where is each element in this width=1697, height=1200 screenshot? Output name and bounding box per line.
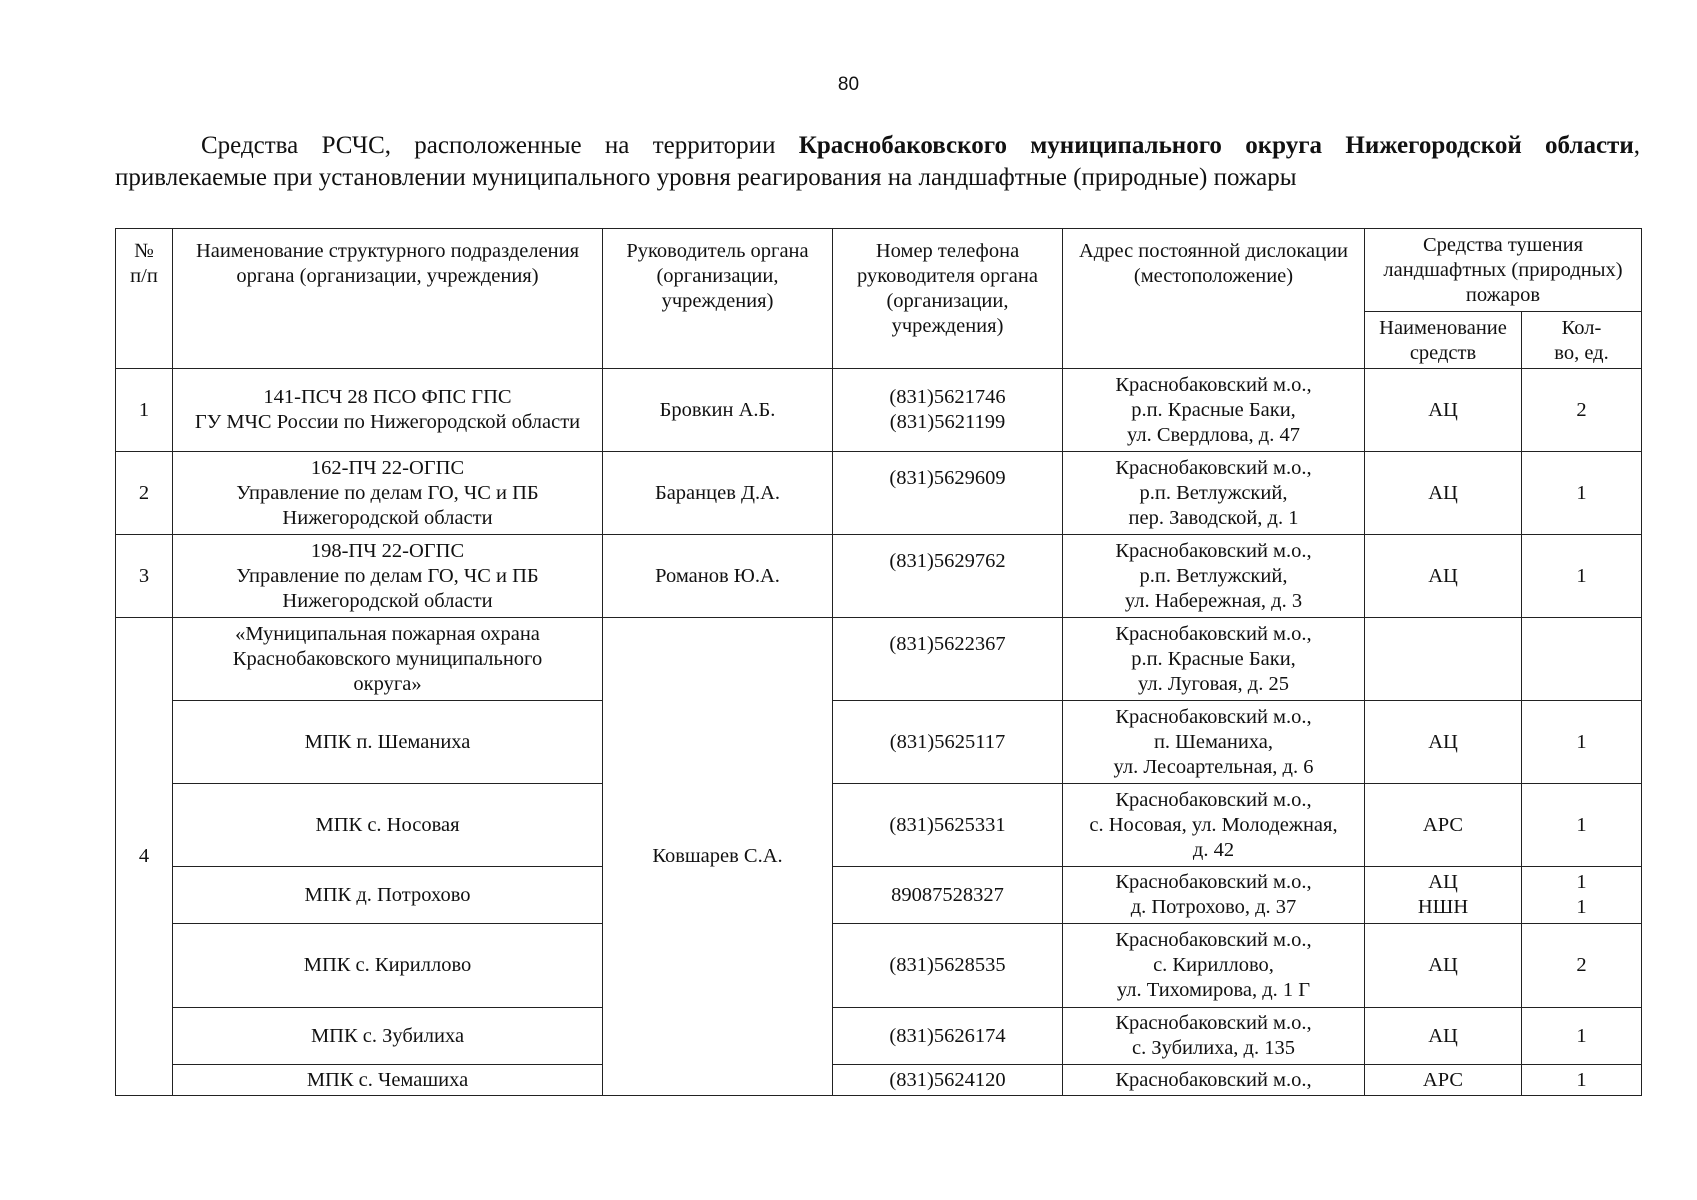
row-name: МПК с. Зубилиха	[173, 1008, 603, 1065]
table-row	[116, 1008, 1642, 1065]
row-phone: 89087528327	[833, 867, 1063, 924]
table-row	[116, 535, 1642, 618]
row-count: 1	[1522, 701, 1642, 784]
row-head: Романов Ю.А.	[603, 535, 833, 618]
header-means: Средства тушения ландшафтных (природных) пожаров	[1365, 229, 1642, 312]
row-phone: (831)5622367	[833, 618, 1063, 701]
row-count: 1	[1522, 1065, 1642, 1096]
row-means: АЦ	[1365, 924, 1522, 1008]
group4-num: 4	[116, 618, 173, 1096]
row-address: Краснобаковский м.о., с. Зубилиха, д. 135	[1063, 1008, 1365, 1065]
title-bold-part: Краснобаковского муниципального округа Нижегородской области	[798, 132, 1634, 159]
row-means: АРС	[1365, 1065, 1522, 1096]
row-count: 2	[1522, 369, 1642, 452]
table-row	[116, 924, 1642, 1008]
row-phone: (831)5625117	[833, 701, 1063, 784]
header-means-count: Кол- во, ед.	[1522, 312, 1642, 369]
row-phone: (831)5625331	[833, 784, 1063, 867]
row-num: 1	[116, 369, 173, 452]
row-phone: (831)5629609	[833, 452, 1063, 535]
header-name: Наименование структурного подразделения органа (организации, учреждения)	[173, 229, 603, 369]
row-count: 1	[1522, 452, 1642, 535]
row-num: 3	[116, 535, 173, 618]
header-address: Адрес постоянной дислокации (местоположение)	[1063, 229, 1365, 369]
row-means: АЦ	[1365, 535, 1522, 618]
row-address: Краснобаковский м.о., р.п. Ветлужский, пер. Заводской, д. 1	[1063, 452, 1365, 535]
row-name: 198-ПЧ 22-ОГПС Управление по делам ГО, ЧС и ПБ Нижегородской области	[173, 535, 603, 618]
row-address: Краснобаковский м.о., с. Носовая, ул. Молодежная, д. 42	[1063, 784, 1365, 867]
table-row	[116, 452, 1642, 535]
table-row	[116, 618, 1642, 701]
row-head: Бровкин А.Б.	[603, 369, 833, 452]
row-address: Краснобаковский м.о., р.п. Ветлужский, ул. Набережная, д. 3	[1063, 535, 1365, 618]
row-count: 1	[1522, 1008, 1642, 1065]
row-means: АЦ	[1365, 369, 1522, 452]
table-row	[116, 867, 1642, 924]
row-name: МПК с. Носовая	[173, 784, 603, 867]
row-name: 162-ПЧ 22-ОГПС Управление по делам ГО, ЧС и ПБ Нижегородской области	[173, 452, 603, 535]
row-name: 141-ПСЧ 28 ПСО ФПС ГПС ГУ МЧС России по Нижегородской области	[173, 369, 603, 452]
page-number: 80	[837, 74, 860, 95]
row-phone: (831)5629762	[833, 535, 1063, 618]
row-means: АЦ	[1365, 1008, 1522, 1065]
row-head: Баранцев Д.А.	[603, 452, 833, 535]
row-means: АЦ	[1365, 701, 1522, 784]
row-num: 2	[116, 452, 173, 535]
row-address: Краснобаковский м.о., п. Шеманиха, ул. Лесоартельная, д. 6	[1063, 701, 1365, 784]
row-phone: (831)5624120	[833, 1065, 1063, 1096]
row-name: МПК с. Чемашиха	[173, 1065, 603, 1096]
row-count: 1	[1522, 784, 1642, 867]
group4-head: Ковшарев С.А.	[603, 618, 833, 1096]
title-part-2: , привлекаемые при установлении муниципального уровня реагирования на ландшафтные (природные) пожары	[115, 132, 1640, 191]
header-phone: Номер телефона руководителя органа (организации, учреждения)	[833, 229, 1063, 369]
table-row	[116, 369, 1642, 452]
row-name: МПК с. Кириллово	[173, 924, 603, 1008]
row-count: 1 1	[1522, 867, 1642, 924]
row-name: МПК д. Потрохово	[173, 867, 603, 924]
row-phone: (831)5628535	[833, 924, 1063, 1008]
row-address: Краснобаковский м.о., д. Потрохово, д. 37	[1063, 867, 1365, 924]
row-count	[1522, 618, 1642, 701]
row-address: Краснобаковский м.о., р.п. Красные Баки, ул. Свердлова, д. 47	[1063, 369, 1365, 452]
row-means: АЦ НШН	[1365, 867, 1522, 924]
row-address: Краснобаковский м.о., р.п. Красные Баки, ул. Луговая, д. 25	[1063, 618, 1365, 701]
table-row	[116, 784, 1642, 867]
header-num: № п/п	[116, 229, 173, 369]
table-row	[116, 1065, 1642, 1096]
table-row	[116, 701, 1642, 784]
document-title	[115, 130, 1640, 194]
row-means: АРС	[1365, 784, 1522, 867]
row-address: Краснобаковский м.о., с. Кириллово, ул. Тихомирова, д. 1 Г	[1063, 924, 1365, 1008]
row-phone: (831)5621746 (831)5621199	[833, 369, 1063, 452]
rschs-means-table	[115, 228, 1642, 1096]
row-means: АЦ	[1365, 452, 1522, 535]
row-name: «Муниципальная пожарная охрана Краснобаковского муниципального округа»	[173, 618, 603, 701]
row-count: 1	[1522, 535, 1642, 618]
row-count: 2	[1522, 924, 1642, 1008]
row-phone: (831)5626174	[833, 1008, 1063, 1065]
header-head: Руководитель органа (организации, учреждения)	[603, 229, 833, 369]
header-means-name: Наименование средств	[1365, 312, 1522, 369]
title-part-1: Средства РСЧС, расположенные на территории	[201, 132, 799, 159]
row-name: МПК п. Шеманиха	[173, 701, 603, 784]
row-address: Краснобаковский м.о.,	[1063, 1065, 1365, 1096]
row-means	[1365, 618, 1522, 701]
